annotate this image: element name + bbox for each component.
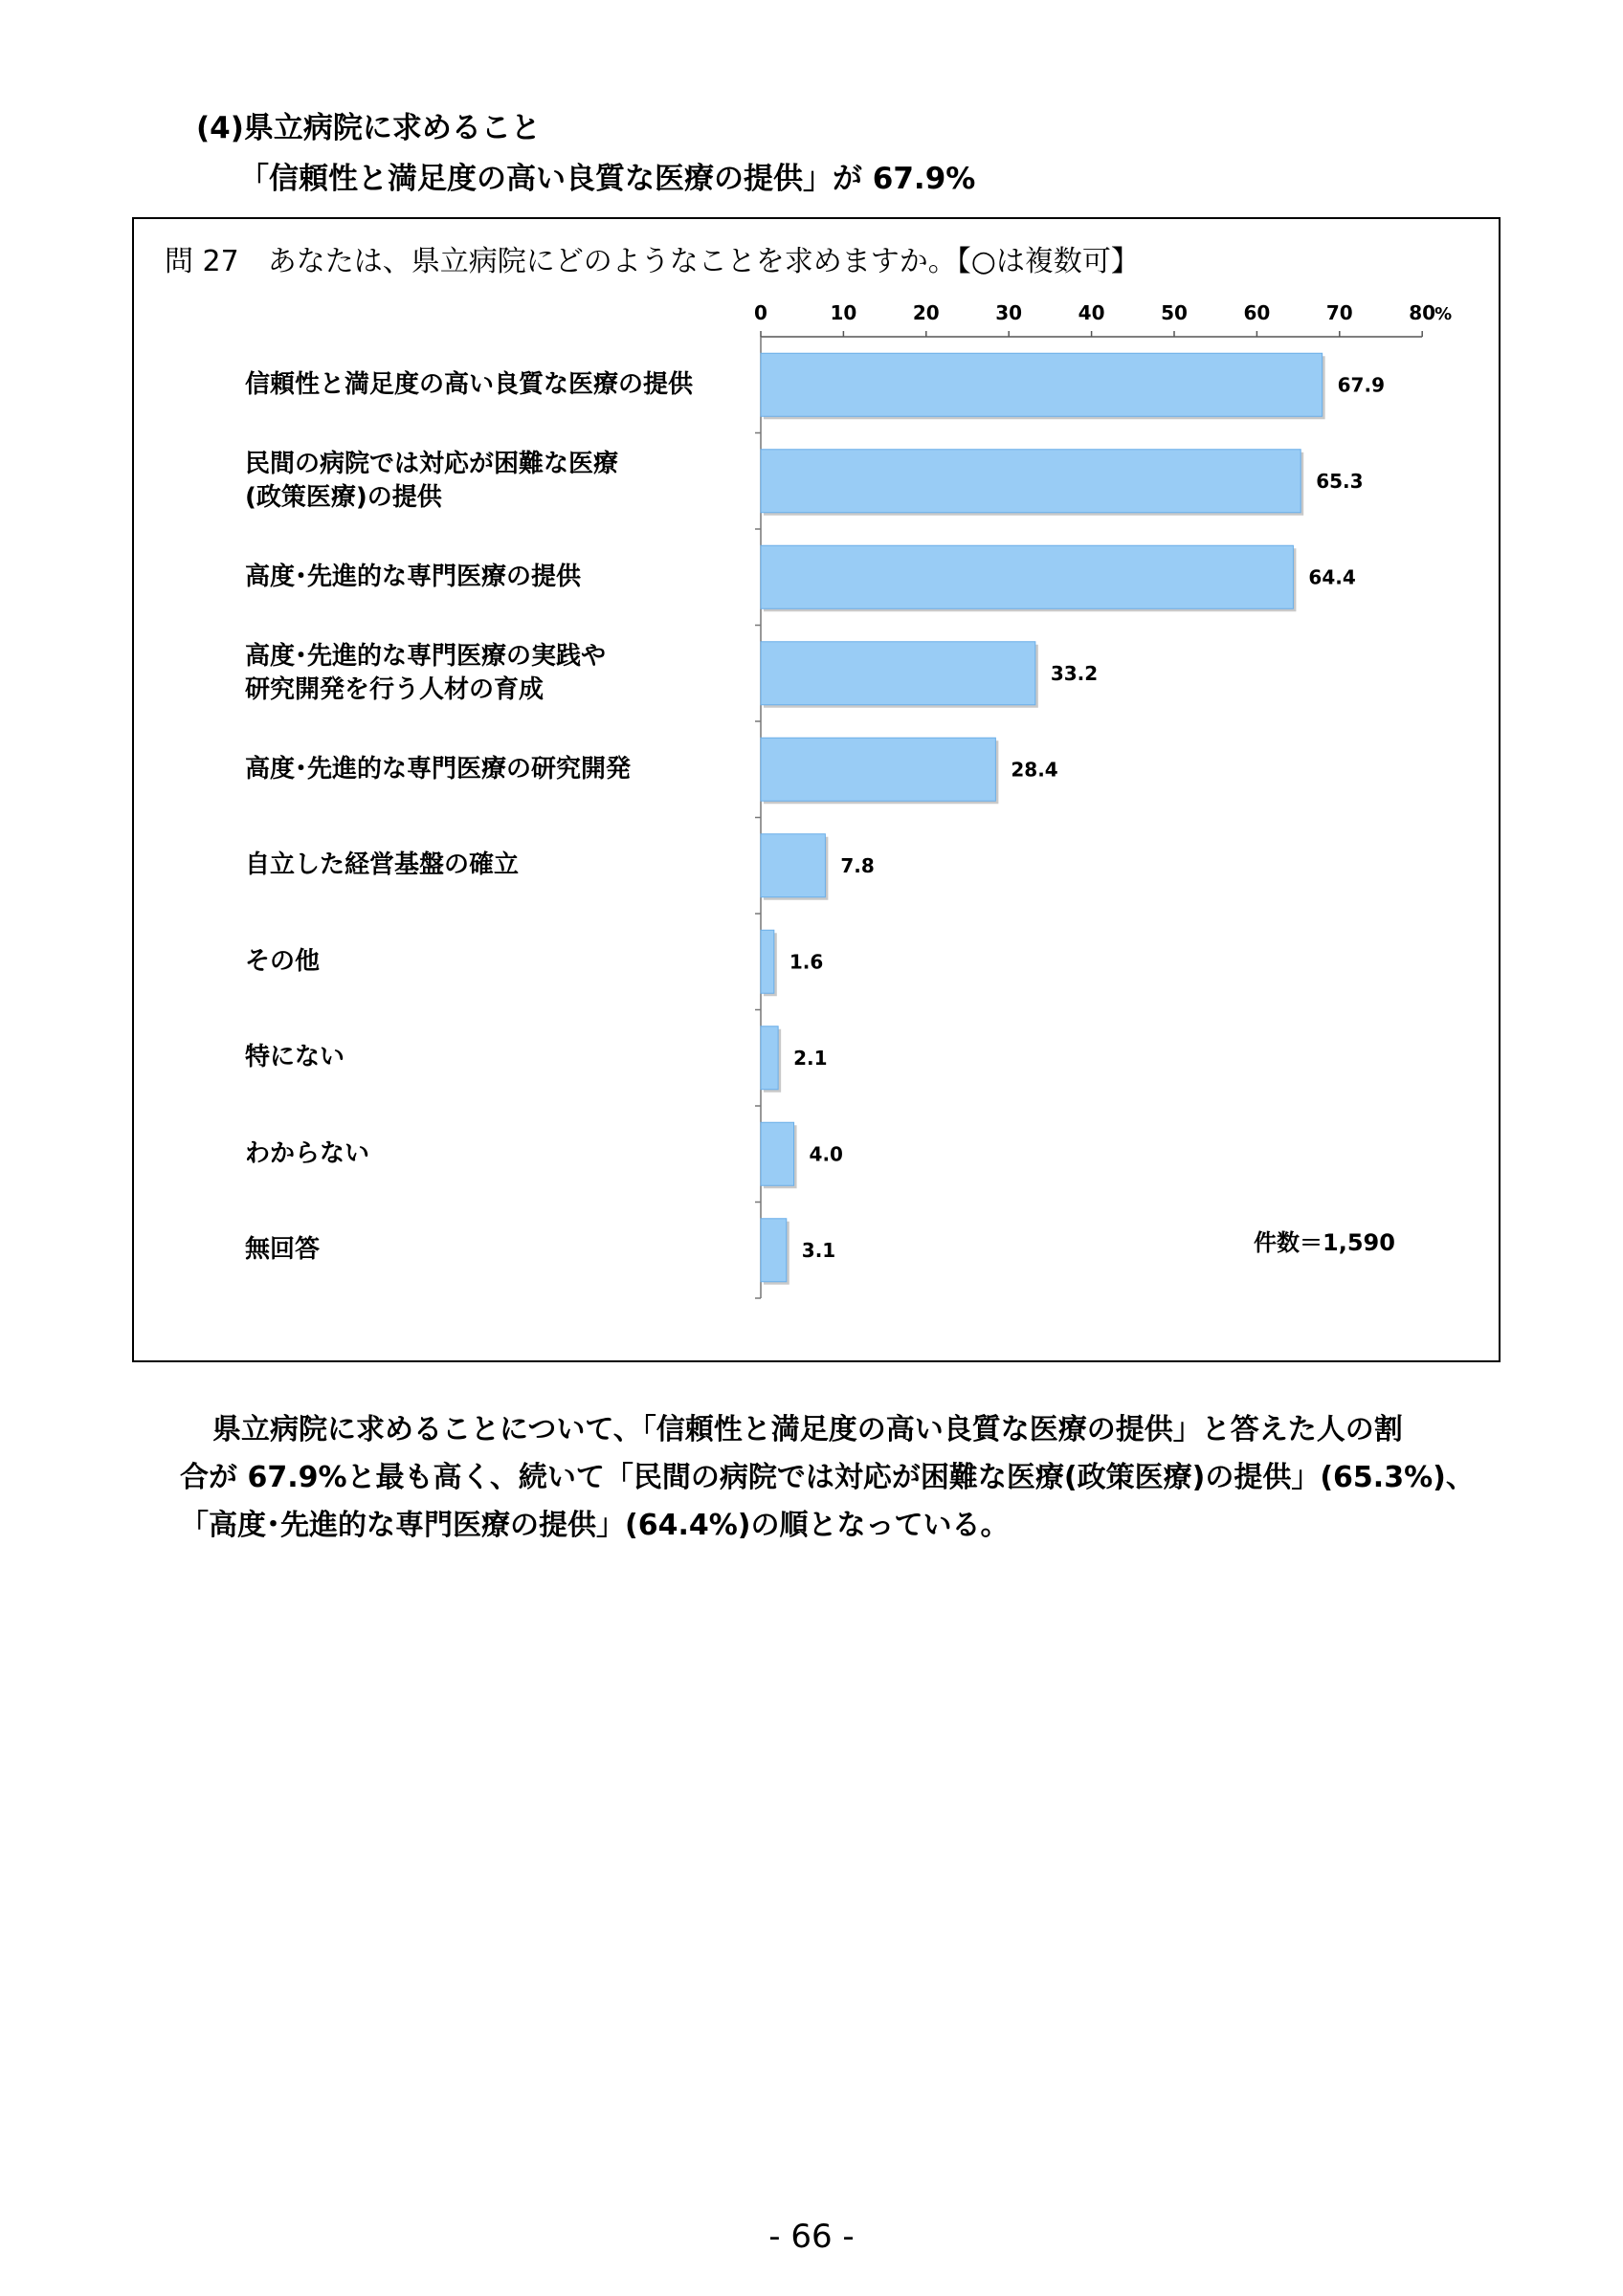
bar (761, 930, 774, 993)
bar (761, 834, 825, 897)
bar-value-label: 65.3 (1316, 469, 1364, 493)
bar (761, 1122, 794, 1185)
summary-text (182, 1406, 1512, 1550)
bar-value-label: 64.4 (1308, 565, 1356, 589)
category-label: 民間の病院では対応が困難な医療 (政策医療)の提供 (245, 449, 619, 512)
category-label: 特にない (245, 1043, 345, 1072)
sample-size-annotation: 件数＝1,590 (1254, 1229, 1395, 1256)
bar-value-label: 4.0 (809, 1142, 843, 1166)
bar-value-label: 33.2 (1050, 661, 1099, 685)
x-tick-label: 30 (995, 301, 1023, 324)
x-tick-label: 60 (1243, 301, 1271, 324)
x-tick-label: 70 (1325, 301, 1353, 324)
bar-value-label: 1.6 (789, 950, 824, 974)
bar-value-label: 2.1 (793, 1046, 828, 1070)
question-text: 問 27 あなたは、県立病院にどのようなことを求めますか。【○は複数可】 (165, 245, 1140, 278)
category-label: 自立した経営基盤の確立 (245, 850, 520, 880)
bar-value-label: 67.9 (1337, 373, 1386, 397)
section-subtitle: 「信頼性と満足度の高い良質な医療の提供」が 67.9% (239, 162, 976, 196)
x-tick-label: 20 (912, 301, 940, 324)
category-label: 高度･先進的な専門医療の研究開発 (245, 754, 632, 784)
bar (761, 450, 1301, 513)
category-label: その他 (245, 946, 321, 976)
section-title: (4)県立病院に求めること (196, 111, 541, 145)
x-tick-label: 80 (1409, 301, 1436, 324)
bar (761, 1027, 778, 1090)
x-tick-label: 40 (1078, 301, 1105, 324)
bar (761, 545, 1293, 608)
bar-value-label: 7.8 (840, 853, 875, 877)
x-tick-label: 10 (830, 301, 857, 324)
category-label: わからない (245, 1138, 370, 1168)
page-number: - 66 - (768, 2218, 855, 2256)
bar-value-label: 28.4 (1011, 758, 1058, 782)
category-label: 信頼性と満足度の高い良質な医療の提供 (245, 369, 694, 399)
bar (761, 353, 1323, 416)
bar (761, 642, 1035, 705)
x-tick-label: 50 (1161, 301, 1188, 324)
summary-line-2: 合が 67.9%と最も高く、続いて「民間の病院では対応が困難な医療(政策医療)の提供」(65.3%)、 (180, 1461, 1475, 1494)
summary-line-1: 県立病院に求めることについて、「信頼性と満足度の高い良質な医療の提供」と答えた人の割 (212, 1413, 1403, 1446)
bar-value-label: 3.1 (801, 1238, 836, 1262)
bar (761, 1219, 787, 1282)
x-tick-label: 0 (754, 301, 767, 324)
x-unit-label: % (1434, 304, 1453, 324)
category-label: 高度･先進的な専門医療の実践や 研究開発を行う人材の育成 (245, 641, 607, 704)
category-label: 無回答 (245, 1235, 321, 1265)
bar (761, 738, 995, 801)
summary-line-3: 「高度･先進的な専門医療の提供」(64.4%)の順となっている。 (180, 1509, 1010, 1542)
category-label: 高度･先進的な専門医療の提供 (245, 562, 582, 591)
